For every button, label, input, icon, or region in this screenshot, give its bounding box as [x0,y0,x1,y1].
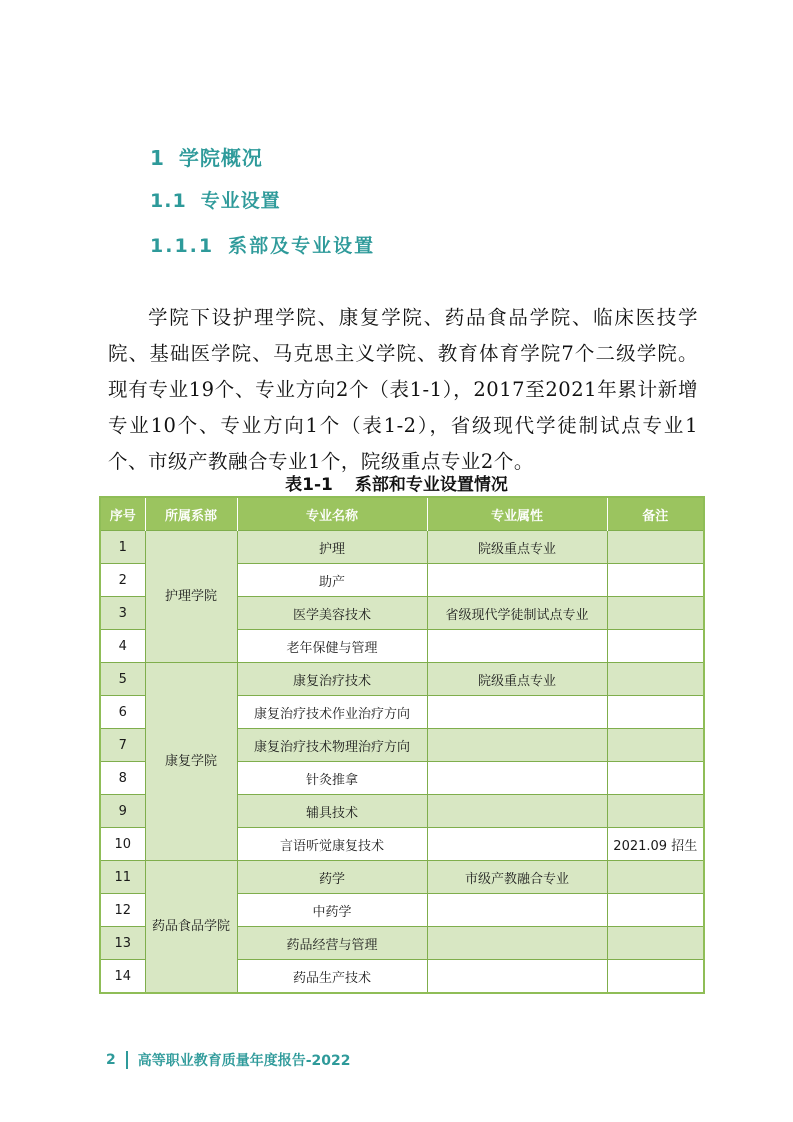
cell-no: 6 [100,696,145,729]
cell-no: 8 [100,762,145,795]
cell-major-attribute [427,696,607,729]
page-footer [106,1050,351,1070]
cell-major-name: 辅具技术 [237,795,427,828]
cell-no: 4 [100,630,145,663]
table-row [100,861,704,894]
footer-title: 高等职业教育质量年度报告-2022 [137,1053,351,1069]
section-title: 学院概况 [178,146,263,170]
cell-major-name: 药品经营与管理 [237,927,427,960]
cell-no: 7 [100,729,145,762]
cell-note [607,564,704,597]
cell-no: 11 [100,861,145,894]
cell-note [607,663,704,696]
cell-major-name: 康复治疗技术作业治疗方向 [237,696,427,729]
subsubsection-title: 系部及专业设置 [228,235,376,257]
cell-major-attribute [427,960,607,994]
cell-major-name: 康复治疗技术物理治疗方向 [237,729,427,762]
cell-note [607,696,704,729]
cell-no: 10 [100,828,145,861]
cell-no: 9 [100,795,145,828]
cell-department-group: 康复学院 [145,663,237,861]
cell-major-attribute [427,927,607,960]
cell-note [607,861,704,894]
cell-department-group: 药品食品学院 [145,861,237,994]
table-caption-label: 表1-1 [285,475,333,495]
cell-major-attribute: 省级现代学徒制试点专业 [427,597,607,630]
table-caption-title: 系部和专业设置情况 [354,475,508,495]
cell-no: 12 [100,894,145,927]
cell-note [607,630,704,663]
body-paragraph: 学院下设护理学院、康复学院、药品食品学院、临床医技学院、基础医学院、马克思主义学院、教育体育学院7个二级学院。现有专业19个、专业方向2个（表1-1），2017至2021年累计新增专业10个、专业方向1个（表1-2），省级现代学徒制试点专业1个、市级产教融合专业1个，院级重点专业2个。 [108,305,698,473]
section-heading-2 [150,186,281,213]
cell-major-attribute [427,894,607,927]
cell-no: 14 [100,960,145,994]
cell-major-attribute [427,762,607,795]
cell-note [607,729,704,762]
cell-major-name: 言语听觉康复技术 [237,828,427,861]
section-heading-1 [150,142,263,171]
cell-major-attribute [427,630,607,663]
cell-major-name: 护理 [237,531,427,564]
cell-major-name: 康复治疗技术 [237,663,427,696]
table-row [100,531,704,564]
cell-no: 2 [100,564,145,597]
cell-major-attribute [427,828,607,861]
subsubsection-number: 1.1.1 [150,235,215,257]
subsection-number: 1.1 [150,190,187,212]
cell-major-attribute: 院级重点专业 [427,663,607,696]
cell-major-name: 药品生产技术 [237,960,427,994]
section-heading-3 [150,231,375,258]
cell-major-attribute [427,729,607,762]
header-no: 序号 [100,497,145,531]
table-header-row [100,497,704,531]
cell-note: 2021.09 招生 [607,828,704,861]
header-note: 备注 [607,497,704,531]
table-caption [0,470,793,495]
cell-note [607,960,704,994]
cell-major-name: 中药学 [237,894,427,927]
cell-no: 1 [100,531,145,564]
cell-major-attribute [427,564,607,597]
cell-major-name: 老年保健与管理 [237,630,427,663]
cell-no: 3 [100,597,145,630]
cell-note [607,531,704,564]
page-number: 2 [106,1052,116,1068]
cell-major-name: 助产 [237,564,427,597]
major-settings-table [99,496,705,994]
table-row [100,663,704,696]
cell-note [607,894,704,927]
footer-divider [126,1051,128,1069]
cell-no: 13 [100,927,145,960]
header-department: 所属系部 [145,497,237,531]
section-number: 1 [150,146,165,170]
cell-major-name: 医学美容技术 [237,597,427,630]
cell-note [607,597,704,630]
cell-department-group: 护理学院 [145,531,237,663]
header-major-attribute: 专业属性 [427,497,607,531]
cell-major-attribute [427,795,607,828]
cell-major-name: 药学 [237,861,427,894]
cell-note [607,762,704,795]
header-major-name: 专业名称 [237,497,427,531]
cell-note [607,795,704,828]
cell-major-attribute: 市级产教融合专业 [427,861,607,894]
cell-note [607,927,704,960]
cell-no: 5 [100,663,145,696]
cell-major-attribute: 院级重点专业 [427,531,607,564]
cell-major-name: 针灸推拿 [237,762,427,795]
subsection-title: 专业设置 [200,190,281,212]
